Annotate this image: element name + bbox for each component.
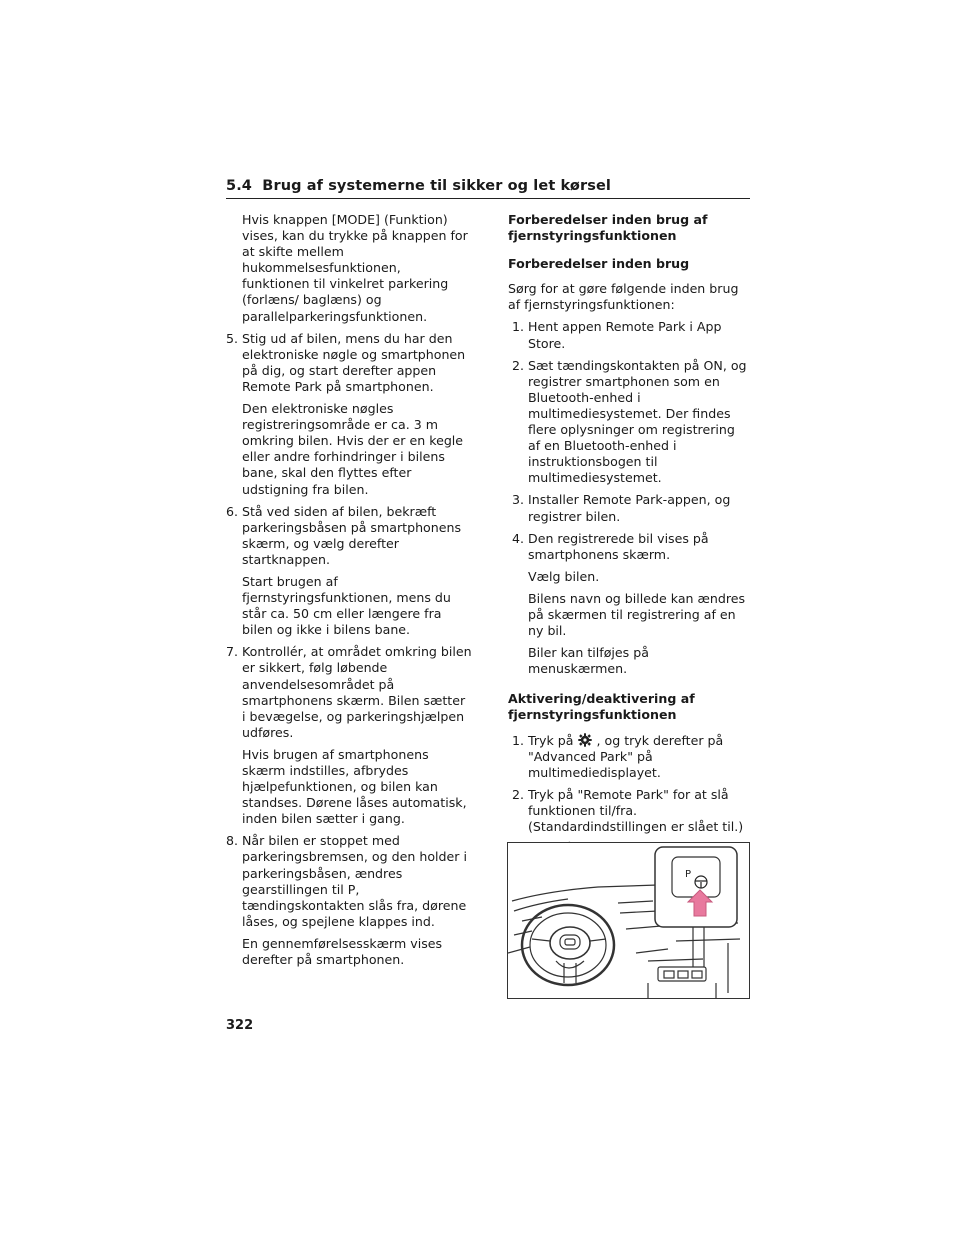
step-item (508, 787, 750, 835)
step-item (226, 504, 472, 568)
step-note: En gennemførelsesskærm vises derefter på smartphonen. (242, 935, 443, 968)
park-button-letter: P (685, 869, 692, 880)
step-number: 2. (512, 786, 525, 802)
section-number: 5.4 (226, 178, 252, 194)
step-number: 1. (512, 732, 525, 748)
step-number: 1. (512, 319, 525, 335)
step-item (508, 319, 750, 351)
step-item (508, 358, 750, 487)
prep-steps-list (508, 319, 750, 677)
step-note: Hvis brugen af smartphonens skærm indstilles, afbrydes hjælpefunktionen, og bilen kan standses. Dørene låses automatisk, inden bilen sætter i gang. (242, 746, 467, 827)
header-rule (226, 198, 750, 199)
step-text: Installer Remote Park-appen, og registrer bilen. (528, 492, 731, 524)
step-text-before: Tryk på (528, 732, 574, 748)
step-item (226, 644, 472, 741)
step-number: 3. (512, 492, 525, 508)
step-note: Vælg bilen. (528, 568, 600, 584)
intro-paragraph: Hvis knappen [MODE] (Funktion) vises, kan du trykke på knappen for at skifte mellem hukommelsesfunktionen, funktionen til vinkelret parkering (forlæns/ baglæns) og parallelparkeringsfunktionen. (242, 212, 468, 324)
dashboard-illustration (507, 842, 750, 999)
step-text: Stå ved siden af bilen, bekræft parkeringsbåsen på smartphonens skærm, og vælg derefter startknappen. (242, 503, 462, 567)
step-number: 5. (226, 330, 239, 346)
gear-icon (577, 733, 593, 747)
left-column (226, 212, 472, 974)
step-text: Hent appen Remote Park i App Store. (528, 319, 722, 351)
step-number: 8. (226, 833, 239, 849)
step-number: 4. (512, 530, 525, 546)
step-item (226, 833, 472, 930)
page-number: 322 (226, 1018, 254, 1033)
heading-preparations-remote: Forberedelser inden brug af fjernstyringsfunktionen (508, 212, 708, 244)
right-column (508, 212, 750, 934)
step-item (508, 492, 750, 524)
step-note: Biler kan tilføjes på menuskærmen. (528, 645, 649, 677)
activation-step-1 (508, 733, 750, 781)
step-note: Start brugen af fjernstyringsfunktionen, mens du står ca. 50 cm eller længere fra bilen og ikke i bilens bane. (242, 573, 451, 638)
section-title: Brug af systemerne til sikker og let kørsel (262, 178, 611, 194)
step-note: Den elektroniske nøgles registreringsområde er ca. 3 m omkring bilen. Hvis der er en kegle eller andre forhindringer i bilens bane, skal den flyttes efter udstigning fra bilen. (242, 401, 464, 497)
prep-intro: Sørg for at gøre følgende inden brug af fjernstyringsfunktionen: (508, 281, 739, 313)
heading-preparations: Forberedelser inden brug (508, 256, 690, 272)
step-text: Den registrerede bil vises på smartphonens skærm. (528, 530, 709, 562)
step-number: 7. (226, 644, 239, 660)
section-header (226, 178, 750, 194)
step-number: 2. (512, 357, 525, 373)
heading-activation: Aktivering/deaktivering af fjernstyringsfunktionen (508, 691, 695, 723)
step-text: Når bilen er stoppet med parkeringsbremsen, og den holder i parkeringsbåsen, ændres gearstillingen til P, tændingskontakten slås fra, dørene låses, og spejlene klappes ind. (242, 833, 467, 929)
step-note: Bilens navn og billede kan ændres på skærmen til registrering af en ny bil. (528, 590, 746, 639)
step-text: Kontrollér, at området omkring bilen er sikkert, følg løbende anvendelsesområdet på smartphonens skærm. Bilen sætter i bevægelse, og parkeringshjælpen udføres. (242, 644, 472, 740)
step-text: Tryk på "Remote Park" for at slå funktionen til/fra. (Standardindstillingen er slået til.) (528, 786, 744, 834)
step-item (508, 531, 750, 563)
left-steps-list (226, 331, 472, 968)
step-text: Stig ud af bilen, mens du har den elektroniske nøgle og smartphonen på dig, og start derefter appen Remote Park på smartphonen. (242, 330, 466, 394)
step-text: Sæt tændingskontakten på ON, og registrer smartphonen som en Bluetooth-enhed i multimediesystemet. Der findes flere oplysninger om registrering af en Bluetooth-enhed i instruktionsbogen til multimediesystemet. (528, 357, 747, 486)
step-text-after: , og tryk derefter på "Advanced Park" på multimediedisplayet. (528, 732, 724, 780)
step-number: 6. (226, 503, 239, 519)
step-item (226, 331, 472, 395)
